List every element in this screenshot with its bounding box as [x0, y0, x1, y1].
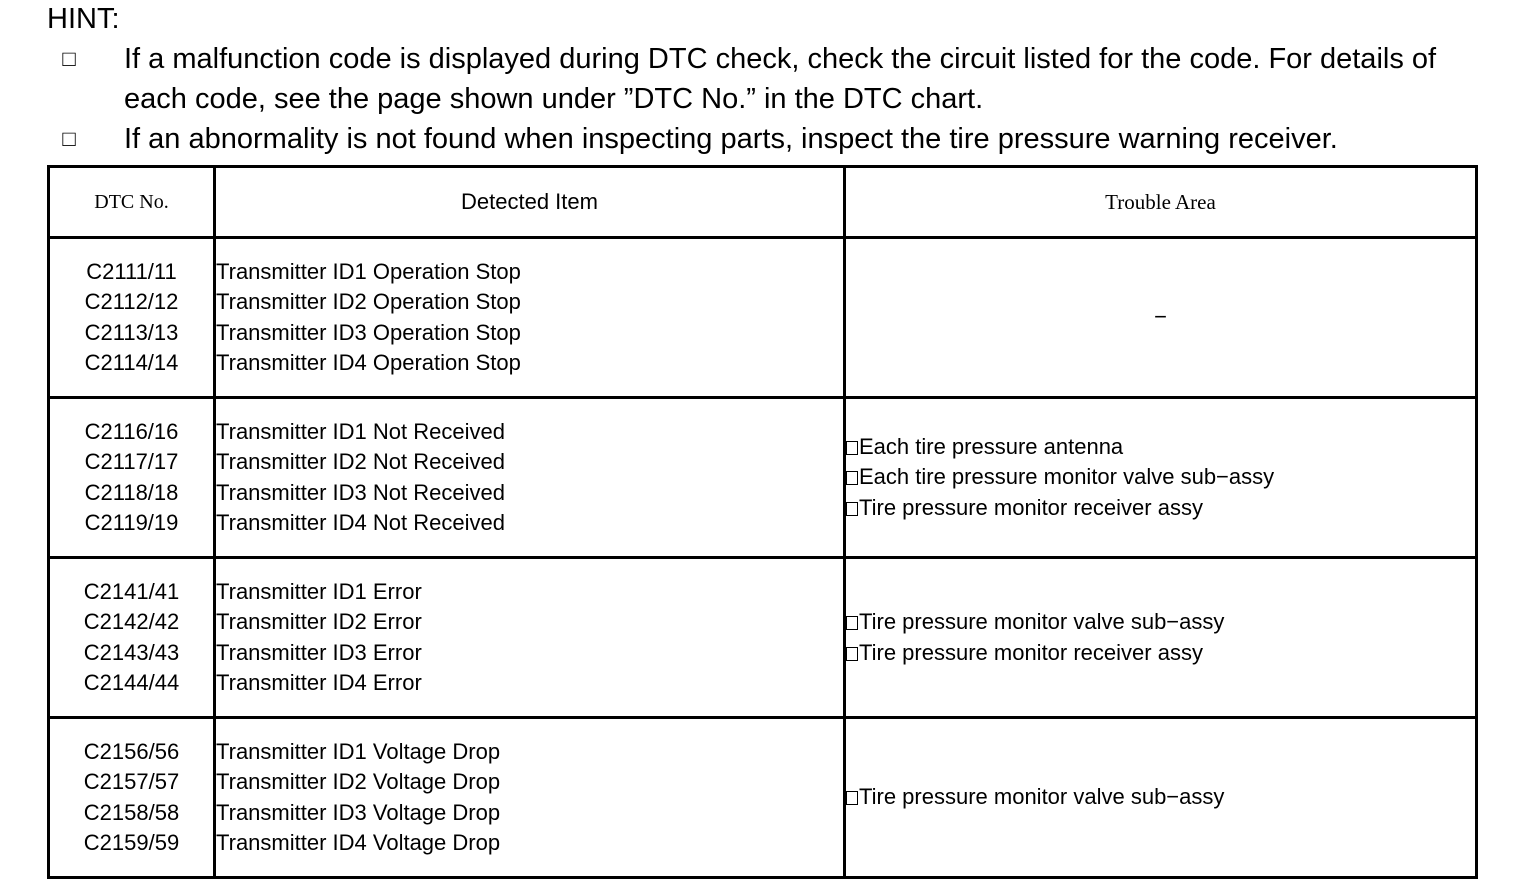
trouble-area-item: Tire pressure monitor valve sub−assy [846, 607, 1475, 638]
dtc-code: C2119/19 [84, 510, 179, 535]
detected-item: Transmitter ID2 Voltage Drop [216, 769, 501, 794]
checkbox-icon [846, 791, 858, 805]
detected-item: Transmitter ID1 Operation Stop [216, 258, 521, 284]
table-header-row [49, 167, 1477, 238]
dtc-code: C2142/42 [83, 609, 180, 634]
detected-item: Transmitter ID4 Not Received [216, 510, 505, 535]
detected-item: Transmitter ID4 Voltage Drop [216, 830, 501, 855]
dtc-code: C2116/16 [84, 418, 179, 444]
dtc-code: C2118/18 [84, 479, 179, 505]
table-row [49, 558, 1477, 718]
header-dtc-no: DTC No. [49, 167, 215, 238]
dtc-code: C2114/14 [84, 350, 179, 375]
checkbox-bullet-icon: □ [62, 46, 76, 71]
checkbox-icon [846, 441, 858, 455]
checkbox-icon [846, 616, 858, 630]
dtc-code: C2141/41 [83, 578, 180, 604]
trouble-area-item: Each tire pressure antenna [846, 432, 1475, 463]
trouble-area-cell [845, 398, 1477, 558]
dtc-code: C2111/11 [86, 258, 177, 284]
header-trouble-area: Trouble Area [845, 167, 1477, 238]
hint-text: If an abnormality is not found when inspecting parts, inspect the tire pressure warning receiver. [124, 123, 1338, 155]
hint-text: If a malfunction code is displayed during DTC check, check the circuit listed for the code. For details of each code, see the page shown under ”DTC No.” in the DTC chart. [124, 43, 1437, 115]
table-row [49, 718, 1477, 878]
trouble-area-item: Each tire pressure monitor valve sub−assy [846, 462, 1475, 493]
table-row [49, 238, 1477, 398]
dtc-code: C2143/43 [83, 639, 180, 665]
checkbox-icon [846, 502, 858, 516]
detected-item: Transmitter ID2 Error [216, 609, 422, 634]
detected-items-cell [215, 398, 845, 558]
dtc-chart-table [47, 165, 1478, 879]
detected-item: Transmitter ID3 Operation Stop [216, 319, 521, 345]
checkbox-bullet-icon: □ [62, 126, 76, 151]
dtc-code: C2113/13 [84, 319, 179, 345]
detected-item: Transmitter ID4 Operation Stop [216, 350, 521, 375]
trouble-area-dash: − [1154, 304, 1167, 330]
dtc-codes-cell [49, 718, 215, 878]
detected-item: Transmitter ID3 Voltage Drop [216, 799, 501, 825]
hint-item [57, 39, 1487, 119]
detected-item: Transmitter ID3 Error [216, 639, 422, 665]
detected-item: Transmitter ID2 Not Received [216, 449, 505, 474]
checkbox-icon [846, 647, 858, 661]
dtc-code: C2117/17 [84, 449, 179, 474]
dtc-code: C2112/12 [84, 289, 179, 314]
dtc-code: C2158/58 [83, 799, 180, 825]
trouble-area-item: Tire pressure monitor receiver assy [846, 638, 1475, 669]
detected-item: Transmitter ID3 Not Received [216, 479, 505, 505]
trouble-area-item: Tire pressure monitor valve sub−assy [846, 782, 1475, 813]
detected-item: Transmitter ID1 Not Received [216, 418, 505, 444]
checkbox-icon [846, 471, 858, 485]
header-detected-item: Detected Item [215, 167, 845, 238]
trouble-area-cell [845, 718, 1477, 878]
hint-title: HINT: [47, 3, 120, 35]
detected-items-cell [215, 238, 845, 398]
detected-item: Transmitter ID4 Error [216, 670, 422, 695]
dtc-code: C2157/57 [83, 769, 180, 794]
detected-item: Transmitter ID1 Error [216, 578, 422, 604]
trouble-area-cell [845, 238, 1477, 398]
dtc-code: C2159/59 [83, 830, 180, 855]
hint-item [57, 119, 1487, 159]
trouble-area-item: Tire pressure monitor receiver assy [846, 493, 1475, 524]
dtc-code: C2156/56 [83, 738, 180, 764]
dtc-codes-cell [49, 238, 215, 398]
table-row [49, 398, 1477, 558]
detected-items-cell [215, 558, 845, 718]
dtc-codes-cell [49, 558, 215, 718]
dtc-code: C2144/44 [83, 670, 180, 695]
dtc-codes-cell [49, 398, 215, 558]
detected-item: Transmitter ID1 Voltage Drop [216, 738, 501, 764]
detected-item: Transmitter ID2 Operation Stop [216, 289, 521, 314]
detected-items-cell [215, 718, 845, 878]
trouble-area-cell [845, 558, 1477, 718]
